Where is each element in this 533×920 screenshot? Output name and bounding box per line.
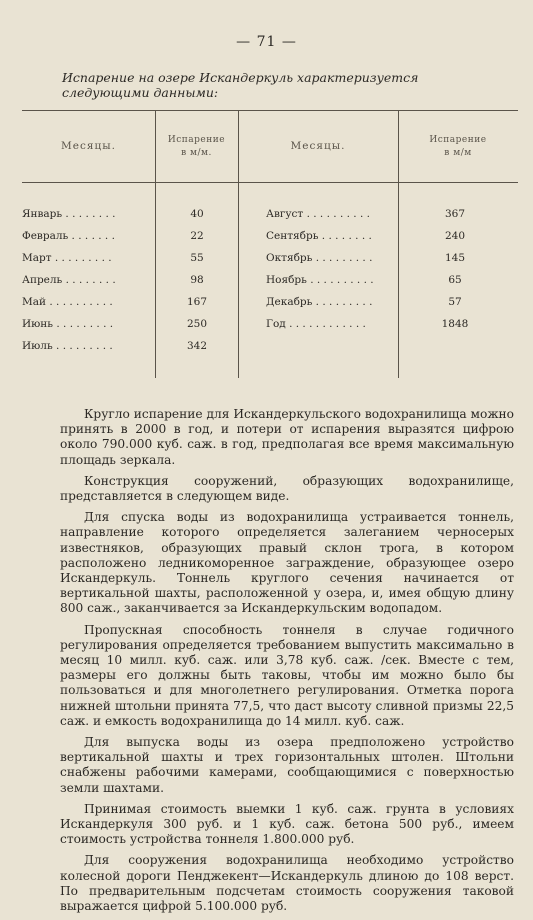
- left-row-month: Март . . . . . . . . .: [22, 252, 112, 264]
- left-row-value: 22: [190, 230, 204, 242]
- left-row-value: 55: [190, 252, 204, 264]
- header-month-left: Месяцы.: [61, 140, 116, 152]
- header-evap-left: [155, 134, 238, 160]
- left-row-value: 167: [186, 296, 208, 308]
- paragraph: Кругло испарение для Искандеркульского водохранилища можно принять в 2000 в год, и потери от испарения выразятся цифрою около 790.000 куб. саж. в год, предполагая все время максимальную площадь зеркала.: [60, 407, 514, 467]
- table-top-rule: [22, 110, 518, 111]
- left-row-month: Январь . . . . . . . .: [22, 208, 116, 220]
- intro-text: Испарение на озере Искандеркуль характеризуется следующими данными:: [62, 70, 419, 100]
- table-header-rule: [22, 182, 518, 183]
- left-row-month: Апрель . . . . . . . .: [22, 274, 116, 286]
- left-row-value: 250: [186, 318, 208, 330]
- right-row-month: Сентябрь . . . . . . . .: [266, 230, 372, 242]
- left-row-month: Февраль . . . . . . .: [22, 230, 115, 242]
- header-evap-right-line1: Испарение: [429, 135, 487, 145]
- header-evap-left-line2: в м/м.: [181, 148, 212, 158]
- right-row-month: Ноябрь . . . . . . . . . .: [266, 274, 374, 286]
- paragraph: Для выпуска воды из озера предположено устройство вертикальной шахты и трех горизонтальных штолен. Штольни снабжены рабочими камерами, сообщающимися с поверхностью земли шахтами.: [60, 735, 514, 795]
- paragraph: Конструкция сооружений, образующих водохранилище, представляется в следующем виде.: [60, 473, 514, 504]
- right-row-value: 1848: [441, 318, 469, 330]
- right-row-month: Август . . . . . . . . . .: [266, 208, 370, 220]
- left-row-value: 40: [190, 208, 204, 220]
- paragraph: Принимая стоимость выемки 1 куб. саж. грунта в условиях Искандеркуля 300 руб. и 1 куб. саж. бетона 500 руб., имеем стоимость устройства тоннеля 1.800.000 руб.: [60, 801, 514, 847]
- left-row-month: Июль . . . . . . . . .: [22, 340, 113, 352]
- page-number: — 71 —: [236, 34, 297, 50]
- right-row-value: 57: [448, 296, 462, 308]
- header-evap-right-line2: в м/м: [444, 148, 472, 158]
- paragraph: Пропускная способность тоннеля в случае годичного регулирования определяется требованием выпустить максимально в месяц 10 милл. куб. саж. или 3,78 куб. саж. /сек. Вместе с тем, размеры его должны быть таковы, чтобы им можно было бы пользоваться и для многолетнего регулирования. Отметка порога нижней штольни принята 77,5, что даст высоту сливной призмы 22,5 саж. и емкость водохранилища до 14 милл. куб. саж.: [60, 622, 514, 728]
- right-row-month: Октябрь . . . . . . . . .: [266, 252, 373, 264]
- left-row-month: Июнь . . . . . . . . .: [22, 318, 114, 330]
- header-evap-left-line1: Испарение: [167, 135, 226, 145]
- paragraph: Для спуска воды из водохранилища устраивается тоннель, направление которого определяется залеганием черноcерых известняков, образующих правый склон трога, в котором расположено ледникоморенное заграждение, образующее озеро Искандеркуль. Тоннель круглого сечения начинается от вертикальной шахты, расположенной у озера, и, имея общую длину 800 саж., заканчивается за Искандеркульским водопадом.: [60, 510, 514, 616]
- left-row-value: 342: [186, 340, 208, 352]
- left-row-value: 98: [190, 274, 204, 286]
- header-month-right: Месяцы.: [290, 140, 346, 152]
- right-row-value: 367: [444, 208, 466, 220]
- paragraph: Для сооружения водохранилища необходимо устройство колесной дороги Пенджекент—Искандеркуль длиною до 108 верст. По предварительным подсчетам стоимость сооружения таковой выражается цифрой 5.100.000 руб.: [60, 853, 514, 914]
- right-row-value: 145: [444, 252, 466, 264]
- right-row-value: 65: [448, 274, 462, 286]
- evaporation-table: [22, 110, 518, 378]
- body-text: [60, 407, 514, 920]
- right-row-month: Год . . . . . . . . . . . .: [266, 318, 366, 330]
- header-evap-right: [398, 134, 518, 160]
- right-row-month: Декабрь . . . . . . . . .: [266, 296, 373, 308]
- left-row-month: Май . . . . . . . . . .: [22, 296, 113, 308]
- right-row-value: 240: [444, 230, 466, 242]
